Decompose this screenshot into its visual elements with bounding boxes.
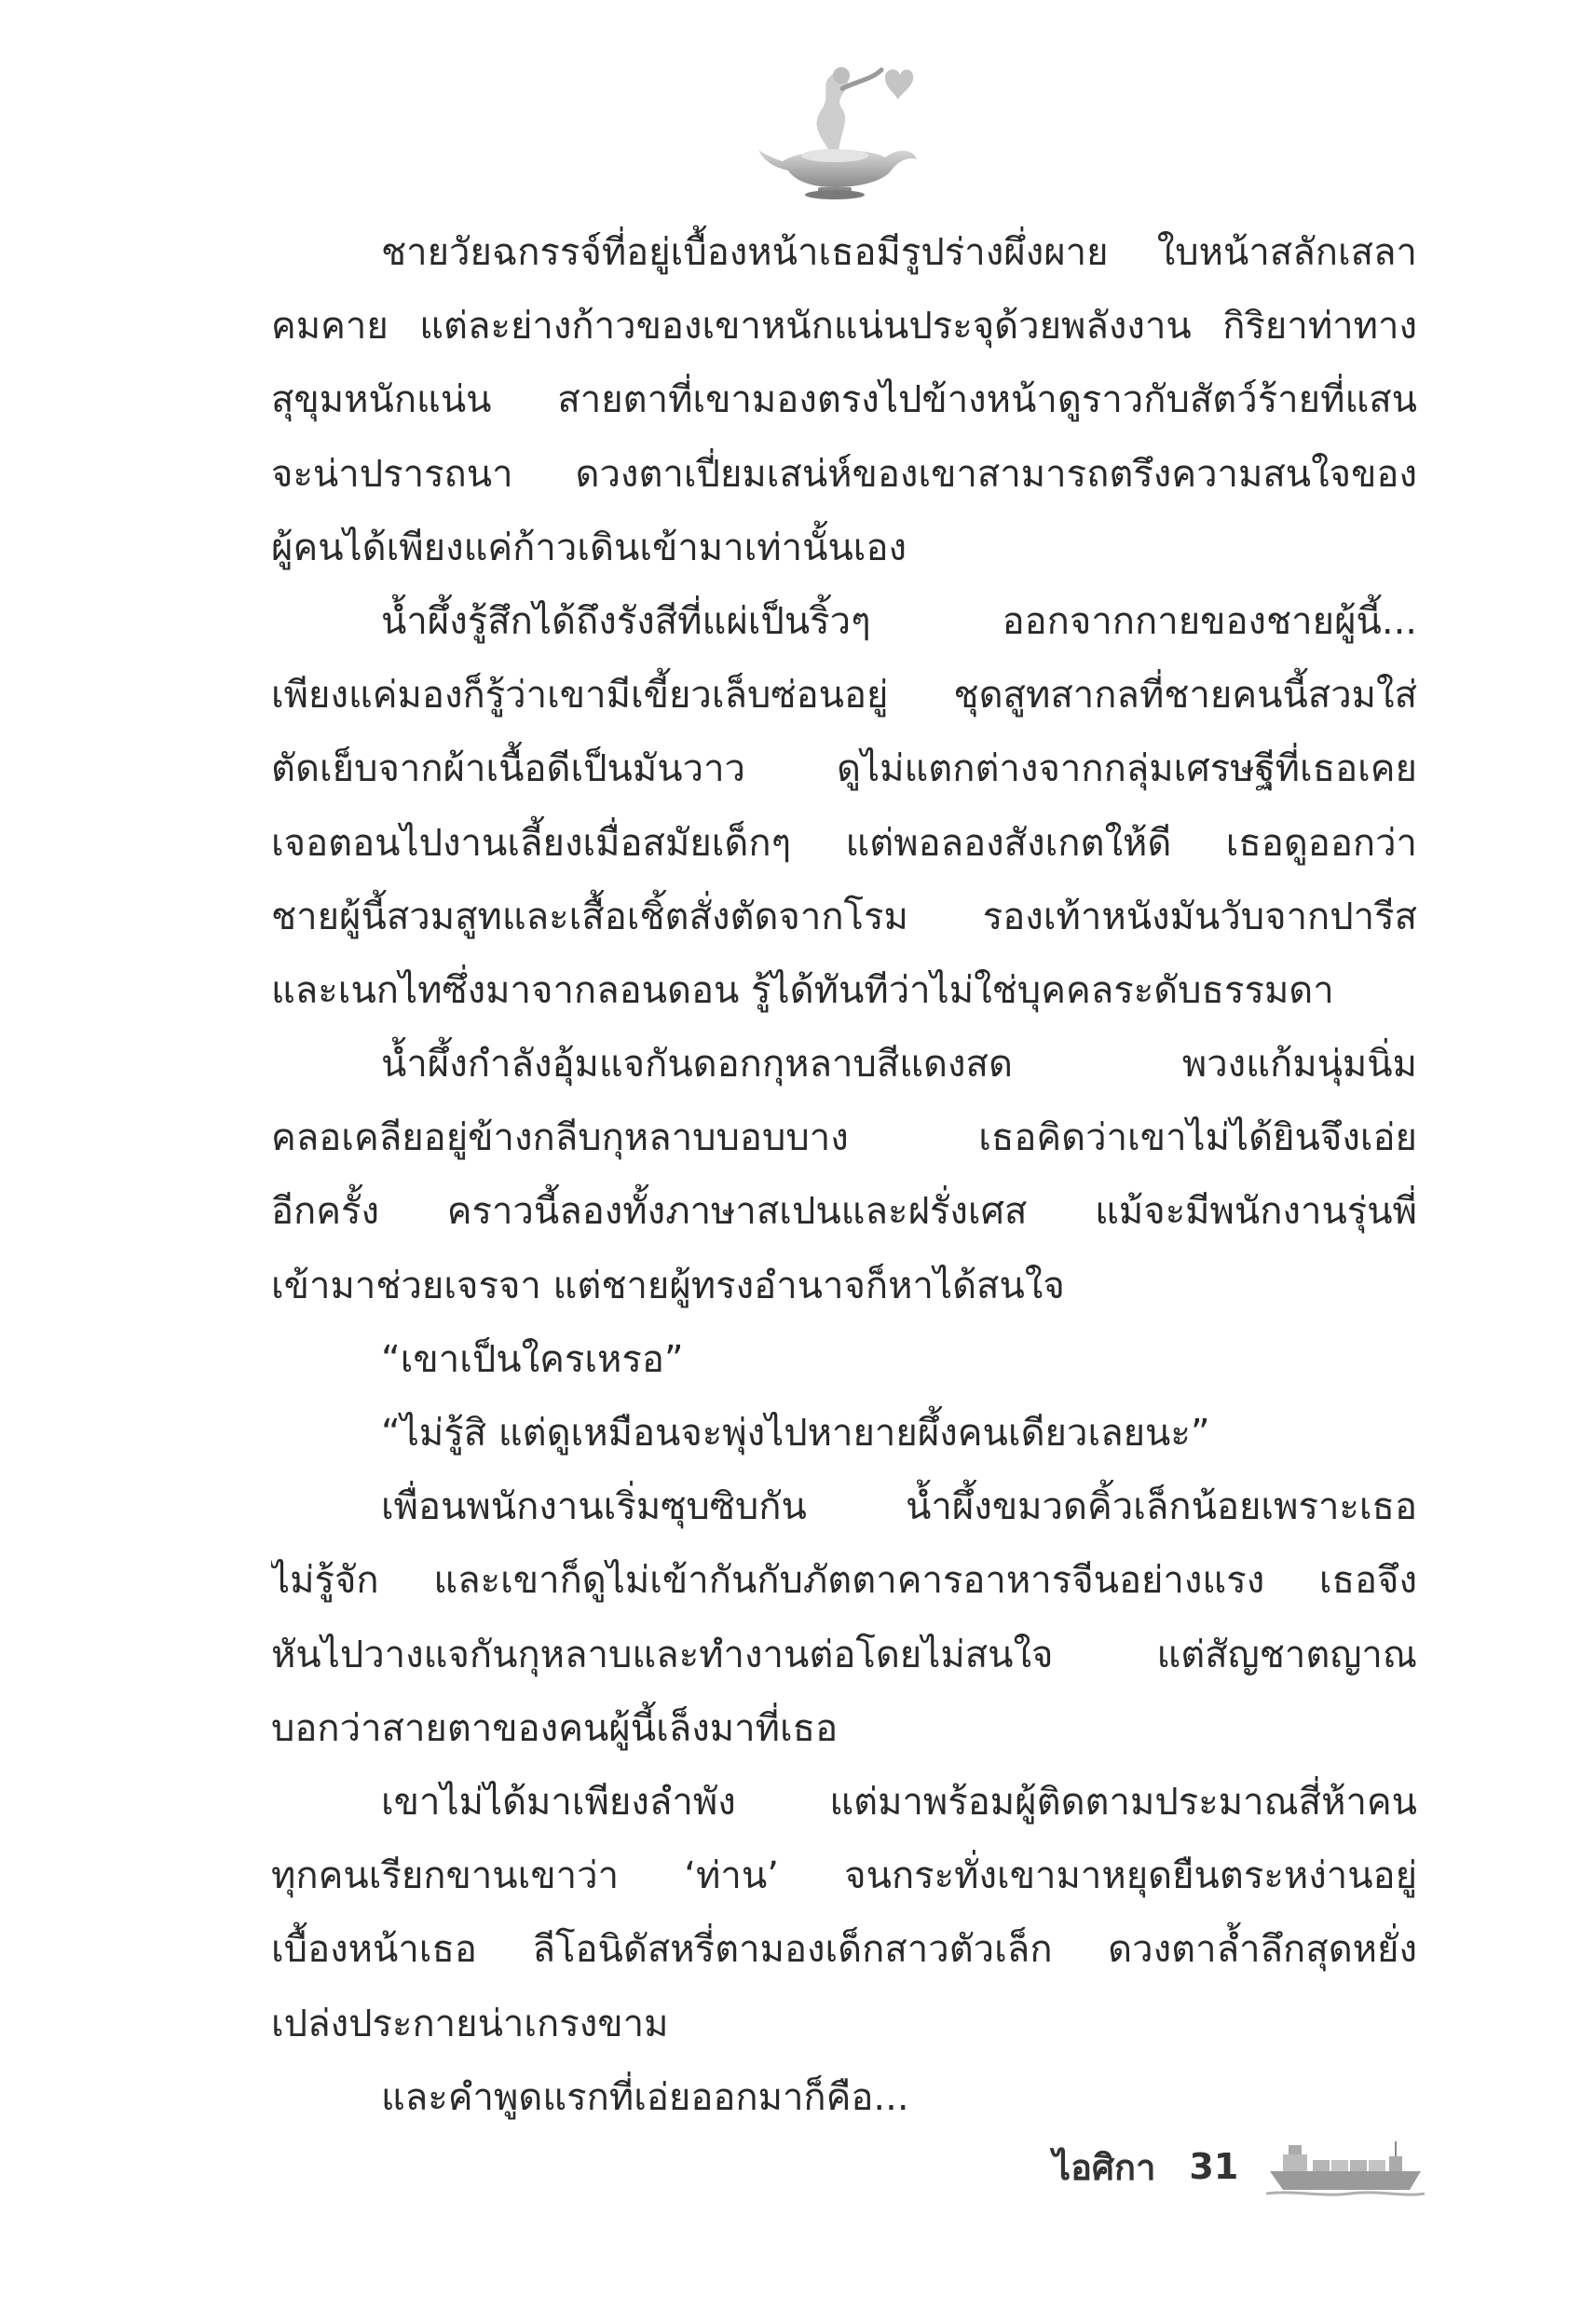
text-line-22: เขาไม่ได้มาเพียงลำพัง แต่มาพร้อมผู้ติดตามประมาณสี่ห้าคน <box>381 1780 1417 1824</box>
text-line-15: เข้ามาช่วยเจรจา แต่ชายผู้ทรงอำนาจก็หาได้สนใจ <box>271 1264 1065 1307</box>
text-line-10: ชายผู้นี้สวมสูทและเสื้อเชิ้ตสั่งตัดจากโรม รองเท้าหนังมันวับจากปารีส <box>271 895 1417 938</box>
page-footer <box>1053 2129 1453 2204</box>
body-text <box>271 216 1417 2135</box>
cargo-ship-icon <box>1266 2134 1425 2199</box>
text-line-6: น้ำผึ้งรู้สึกได้ถึงรังสีที่แผ่เป็นริ้วๆ ออกจากกายของชายผู้นี้... <box>381 599 1417 643</box>
text-line-21: บอกว่าสายตาของคนผู้นี้เล็งมาที่เธอ <box>271 1706 839 1750</box>
text-line-7: เพียงแค่มองก็รู้ว่าเขามีเขี้ยวเล็บซ่อนอยู่ ชุดสูทสากลที่ชายคนนี้สวมใส่ <box>271 674 1417 718</box>
text-line-2: คมคาย แต่ละย่างก้าวของเขาหนักแน่นประจุด้วยพลังงาน กิริยาท่าทาง <box>271 305 1417 349</box>
book-title: ไอศิกา <box>1053 2146 1156 2188</box>
text-line-20: หันไปวางแจกันกุหลาบและทำงานต่อโดยไม่สนใจ แต่สัญชาตญาณ <box>271 1633 1417 1676</box>
text-line-3: สุขุมหนักแน่น สายตาที่เขามองตรงไปข้างหน้าดูราวกับสัตว์ร้ายที่แสน <box>271 378 1417 422</box>
text-line-24: เบื้องหน้าเธอ ลีโอนิดัสหรี่ตามองเด็กสาวตัวเล็ก ดวงตาล้ำลึกสุดหยั่ง <box>271 1928 1417 1972</box>
text-line-26: และคำพูดแรกที่เอ่ยออกมาก็คือ... <box>381 2075 909 2119</box>
text-line-1: ชายวัยฉกรรจ์ที่อยู่เบื้องหน้าเธอมีรูปร่างผึ่งผาย ใบหน้าสลักเสลา <box>381 231 1417 274</box>
text-line-9: เจอตอนไปงานเลี้ยงเมื่อสมัยเด็กๆ แต่พอลองสังเกตให้ดี เธอดูออกว่า <box>271 821 1417 865</box>
page-number: 31 <box>1189 2146 1239 2187</box>
text-line-5: ผู้คนได้เพียงแค่ก้าวเดินเข้ามาเท่านั้นเอง <box>271 526 907 569</box>
text-line-14: อีกครั้ง คราวนี้ลองทั้งภาษาสเปนและฝรั่งเศส แม้จะมีพนักงานรุ่นพี่ <box>271 1190 1417 1234</box>
text-line-18: เพื่อนพนักงานเริ่มซุบซิบกัน น้ำผึ้งขมวดคิ้วเล็กน้อยเพราะเธอ <box>381 1485 1417 1529</box>
text-line-13: คลอเคลียอยู่ข้างกลีบกุหลาบบอบบาง เธอคิดว่าเขาไม่ได้ยินจึงเอ่ย <box>271 1116 1417 1160</box>
text-line-12: น้ำผึ้งกำลังอุ้มแจกันดอกกุหลาบสีแดงสด พวงแก้มนุ่มนิ่ม <box>381 1043 1417 1087</box>
text-line-11: และเนกไทซึ่งมาจากลอนดอน รู้ได้ทันทีว่าไม่ใช่บุคคลระดับธรรมดา <box>271 968 1334 1012</box>
text-line-25: เปล่งประกายน่าเกรงขาม <box>271 2002 669 2045</box>
text-line-8: ตัดเย็บจากผ้าเนื้อดีเป็นมันวาว ดูไม่แตกต่างจากกลุ่มเศรษฐีที่เธอเคย <box>271 747 1417 791</box>
text-line-23: ทุกคนเรียกขานเขาว่า ‘ท่าน’ จนกระทั่งเขามาหยุดยืนตระหง่านอยู่ <box>271 1854 1417 1898</box>
text-line-17: “ไม่รู้สิ แต่ดูเหมือนจะพุ่งไปหายายผึ้งคนเดียวเลยนะ” <box>381 1412 1210 1455</box>
text-line-4: จะน่าปรารถนา ดวงตาเปี่ยมเสน่ห์ของเขาสามารถตรึงความสนใจของ <box>271 452 1417 496</box>
text-line-19: ไม่รู้จัก และเขาก็ดูไม่เข้ากันกับภัตตาคารอาหารจีนอย่างแรง เธอจึง <box>271 1559 1417 1603</box>
lamp-genie-ornament-icon <box>745 51 932 200</box>
text-line-16: “เขาเป็นใครเหรอ” <box>381 1337 684 1381</box>
